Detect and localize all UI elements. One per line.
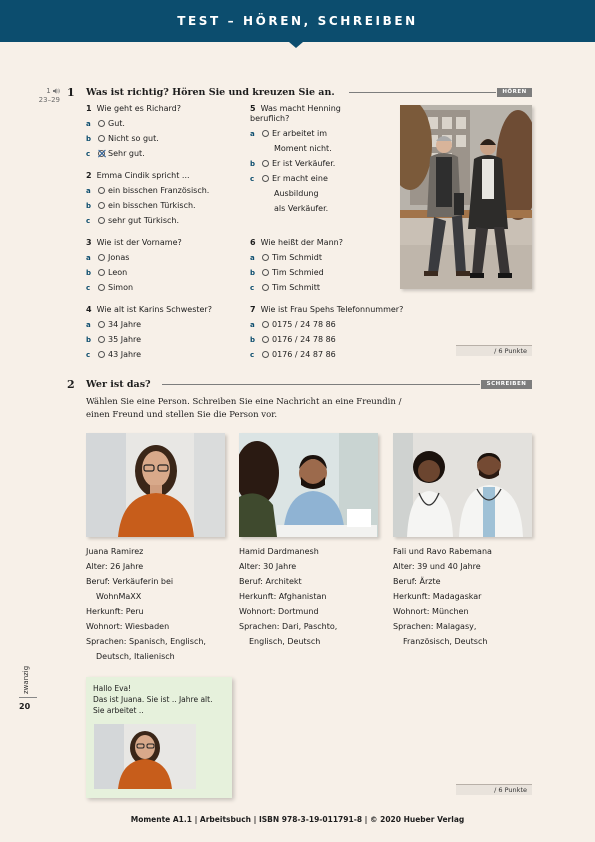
question-text <box>250 305 403 315</box>
option-b[interactable] <box>86 335 212 345</box>
note-photo-juana <box>94 724 196 789</box>
question-7 <box>250 305 403 360</box>
option-letter: c <box>250 284 255 292</box>
radio-circle-icon[interactable] <box>98 269 105 276</box>
radio-circle-icon[interactable] <box>98 120 105 127</box>
instruction-line-2: einen Freund und stellen Sie die Person vor. <box>86 410 278 420</box>
radio-circle-icon[interactable] <box>98 254 105 261</box>
radio-circle-icon[interactable] <box>98 150 105 157</box>
option-letter: c <box>250 175 255 183</box>
option-b[interactable] <box>86 268 182 278</box>
option-a[interactable] <box>250 129 341 139</box>
option-c[interactable] <box>250 350 403 360</box>
radio-circle-icon[interactable] <box>262 254 269 261</box>
question-2 <box>86 171 209 226</box>
person-info-fali-ravo <box>393 544 492 649</box>
exercise-number: 1 <box>67 86 75 99</box>
radio-circle-icon[interactable] <box>98 351 105 358</box>
option-text: Simon <box>108 283 134 292</box>
radio-circle-icon[interactable] <box>262 284 269 291</box>
option-text: 0176 / 24 87 86 <box>272 350 336 359</box>
question-text <box>86 171 209 181</box>
radio-circle-icon[interactable] <box>98 336 105 343</box>
option-b[interactable] <box>250 268 343 278</box>
question-text <box>250 104 341 114</box>
option-text: Tim Schmidt <box>272 253 322 262</box>
question-text-line: Wie ist der Vorname? <box>96 238 182 247</box>
option-b[interactable] <box>86 134 181 144</box>
option-text-cont: als Verkäufer. <box>274 204 329 213</box>
option-letter: a <box>250 130 255 138</box>
option-a[interactable] <box>250 253 343 263</box>
score-box-2: / 6 Punkte <box>456 784 532 795</box>
question-text <box>86 104 181 114</box>
option-c[interactable] <box>86 149 181 159</box>
person-info-juana <box>86 544 206 664</box>
option-text: Er macht eine <box>272 174 328 183</box>
person-detail: Englisch, Deutsch <box>249 637 321 646</box>
option-text: Tim Schmied <box>272 268 324 277</box>
person-detail: Wohnort: Dortmund <box>239 607 319 616</box>
photo-fali-ravo <box>393 433 532 537</box>
option-b[interactable] <box>250 335 403 345</box>
page-number: 20 <box>19 702 31 711</box>
option-letter: b <box>86 202 92 210</box>
question-number: 5 <box>250 104 256 113</box>
option-a[interactable] <box>86 320 212 330</box>
radio-circle-icon[interactable] <box>98 217 105 224</box>
photo-image <box>239 433 378 537</box>
note-line-3: Sie arbeitet .. <box>93 706 144 715</box>
question-text-line: Wie geht es Richard? <box>96 104 182 113</box>
person-detail: Sprachen: Malagasy, <box>393 622 477 631</box>
photo-two-men-walking <box>400 105 532 289</box>
question-number: 2 <box>86 171 92 180</box>
skill-tag: HÖREN <box>497 88 532 97</box>
radio-circle-icon[interactable] <box>98 284 105 291</box>
question-5 <box>250 104 341 214</box>
radio-circle-icon[interactable] <box>98 187 105 194</box>
option-text: Gut. <box>108 119 125 128</box>
footer-credit: Momente A1.1 | Arbeitsbuch | ISBN 978-3-19-011791-8 | © 2020 Hueber Verlag <box>130 815 465 824</box>
photo-image <box>86 433 225 537</box>
person-detail: Deutsch, Italienisch <box>96 652 175 661</box>
option-text: sehr gut Türkisch. <box>108 216 180 225</box>
skill-tag: SCHREIBEN <box>481 380 532 389</box>
person-detail: Alter: 39 und 40 Jahre <box>393 562 481 571</box>
person-detail: Herkunft: Afghanistan <box>239 592 327 601</box>
option-c[interactable] <box>250 174 341 184</box>
person-detail: Fali und Ravo Rabemana <box>393 547 492 556</box>
option-a[interactable] <box>86 119 181 129</box>
option-text: ein bisschen Türkisch. <box>108 201 196 210</box>
person-detail: Beruf: Architekt <box>239 577 302 586</box>
radio-circle-icon[interactable] <box>262 130 269 137</box>
photo-image <box>393 433 532 537</box>
option-letter: a <box>86 321 91 329</box>
question-text-line: Wie ist Frau Spehs Telefonnummer? <box>260 305 404 314</box>
question-text-cont: beruflich? <box>250 114 290 123</box>
radio-circle-icon[interactable] <box>262 269 269 276</box>
person-detail: Alter: 26 Jahre <box>86 562 144 571</box>
option-c[interactable] <box>86 216 209 226</box>
radio-circle-icon[interactable] <box>262 175 269 182</box>
photo-hamid <box>239 433 378 537</box>
option-c[interactable] <box>86 350 212 360</box>
option-text: Nicht so gut. <box>108 134 159 143</box>
audio-range: 23–29 <box>38 96 60 104</box>
person-info-hamid <box>239 544 337 649</box>
question-text <box>86 238 182 248</box>
speaker-icon <box>53 88 60 94</box>
option-letter: c <box>86 217 91 225</box>
question-text <box>250 238 343 248</box>
option-letter: a <box>86 120 91 128</box>
photo-juana <box>86 433 225 537</box>
note-line-2: Das ist Juana. Sie ist .. Jahre alt. <box>93 695 213 704</box>
option-text: Leon <box>108 268 128 277</box>
option-text: 35 Jahre <box>108 335 142 344</box>
instruction-line-1: Wählen Sie eine Person. Schreiben Sie eine Nachricht an eine Freundin / <box>86 397 402 407</box>
option-c[interactable] <box>250 283 343 293</box>
page-title: TEST – HÖREN, SCHREIBEN <box>177 14 418 28</box>
person-detail: WohnMaXX <box>96 592 142 601</box>
option-letter: b <box>86 336 92 344</box>
option-text: Sehr gut. <box>108 149 145 158</box>
option-text: 34 Jahre <box>108 320 142 329</box>
person-detail: Herkunft: Madagaskar <box>393 592 482 601</box>
option-text: 43 Jahre <box>108 350 142 359</box>
heading-rule <box>349 92 496 93</box>
radio-circle-icon[interactable] <box>262 336 269 343</box>
question-number: 1 <box>86 104 92 113</box>
person-detail: Sprachen: Dari, Paschto, <box>239 622 338 631</box>
photo-image <box>94 724 196 789</box>
audio-track: 1 <box>46 87 51 95</box>
page-word: zwanzig <box>22 665 30 694</box>
question-1 <box>86 104 181 159</box>
heading-rule <box>162 384 480 385</box>
radio-circle-icon[interactable] <box>262 351 269 358</box>
option-text: 0176 / 24 78 86 <box>272 335 336 344</box>
option-b[interactable] <box>250 159 341 169</box>
question-text-line: Emma Cindik spricht ... <box>96 171 190 180</box>
question-3 <box>86 238 182 293</box>
option-letter: b <box>250 269 256 277</box>
option-letter: c <box>86 284 91 292</box>
option-a[interactable] <box>86 186 209 196</box>
person-detail: Hamid Dardmanesh <box>239 547 319 556</box>
radio-circle-icon[interactable] <box>262 160 269 167</box>
option-letter: c <box>86 351 91 359</box>
photo-image <box>400 105 532 289</box>
option-letter: b <box>250 160 256 168</box>
question-6 <box>250 238 343 293</box>
option-text-cont: Moment nicht. <box>274 144 332 153</box>
question-4 <box>86 305 212 360</box>
option-letter: a <box>250 321 255 329</box>
question-number: 7 <box>250 305 256 314</box>
option-text: 0175 / 24 78 86 <box>272 320 336 329</box>
option-b[interactable] <box>86 201 209 211</box>
question-text-line: Wie heißt der Mann? <box>260 238 343 247</box>
option-text-cont: Ausbildung <box>274 189 319 198</box>
option-letter: a <box>250 254 255 262</box>
option-letter: c <box>250 351 255 359</box>
question-number: 4 <box>86 305 92 314</box>
radio-circle-icon[interactable] <box>262 321 269 328</box>
person-detail: Beruf: Ärzte <box>393 577 441 586</box>
question-number: 3 <box>86 238 92 247</box>
option-letter: a <box>86 254 91 262</box>
person-detail: Französisch, Deutsch <box>403 637 488 646</box>
question-text-line: Was macht Henning <box>260 104 341 113</box>
score-box-1: / 6 Punkte <box>456 345 532 356</box>
message-note <box>86 677 232 798</box>
option-letter: c <box>86 150 91 158</box>
radio-circle-icon[interactable] <box>98 202 105 209</box>
option-text: ein bisschen Französisch. <box>108 186 210 195</box>
person-detail: Sprachen: Spanisch, Englisch, <box>86 637 206 646</box>
note-line-1: Hallo Eva! <box>93 684 132 693</box>
option-letter: b <box>86 269 92 277</box>
person-detail: Alter: 30 Jahre <box>239 562 297 571</box>
radio-circle-icon[interactable] <box>98 321 105 328</box>
option-letter: a <box>86 187 91 195</box>
option-text: Er arbeitet im <box>272 129 328 138</box>
question-text <box>86 305 212 315</box>
person-detail: Wohnort: Wiesbaden <box>86 622 170 631</box>
person-detail: Herkunft: Peru <box>86 607 144 616</box>
option-letter: b <box>86 135 92 143</box>
header-notch <box>289 42 303 48</box>
page-number-rule <box>19 697 37 698</box>
exercise-title: Was ist richtig? Hören Sie und kreuzen Sie an. <box>86 87 335 98</box>
radio-circle-icon[interactable] <box>98 135 105 142</box>
option-text: Er ist Verkäufer. <box>272 159 336 168</box>
option-c[interactable] <box>86 283 182 293</box>
option-text: Tim Schmitt <box>272 283 321 292</box>
question-number: 6 <box>250 238 256 247</box>
person-detail: Juana Ramirez <box>86 547 144 556</box>
option-letter: b <box>250 336 256 344</box>
option-a[interactable] <box>86 253 182 263</box>
person-detail: Wohnort: München <box>393 607 469 616</box>
option-a[interactable] <box>250 320 403 330</box>
exercise-title: Wer ist das? <box>86 379 151 390</box>
person-detail: Beruf: Verkäuferin bei <box>86 577 174 586</box>
question-text-line: Wie alt ist Karins Schwester? <box>96 305 212 314</box>
option-text: Jonas <box>108 253 130 262</box>
exercise-number: 2 <box>67 378 75 391</box>
audio-reference[interactable] <box>36 87 60 105</box>
